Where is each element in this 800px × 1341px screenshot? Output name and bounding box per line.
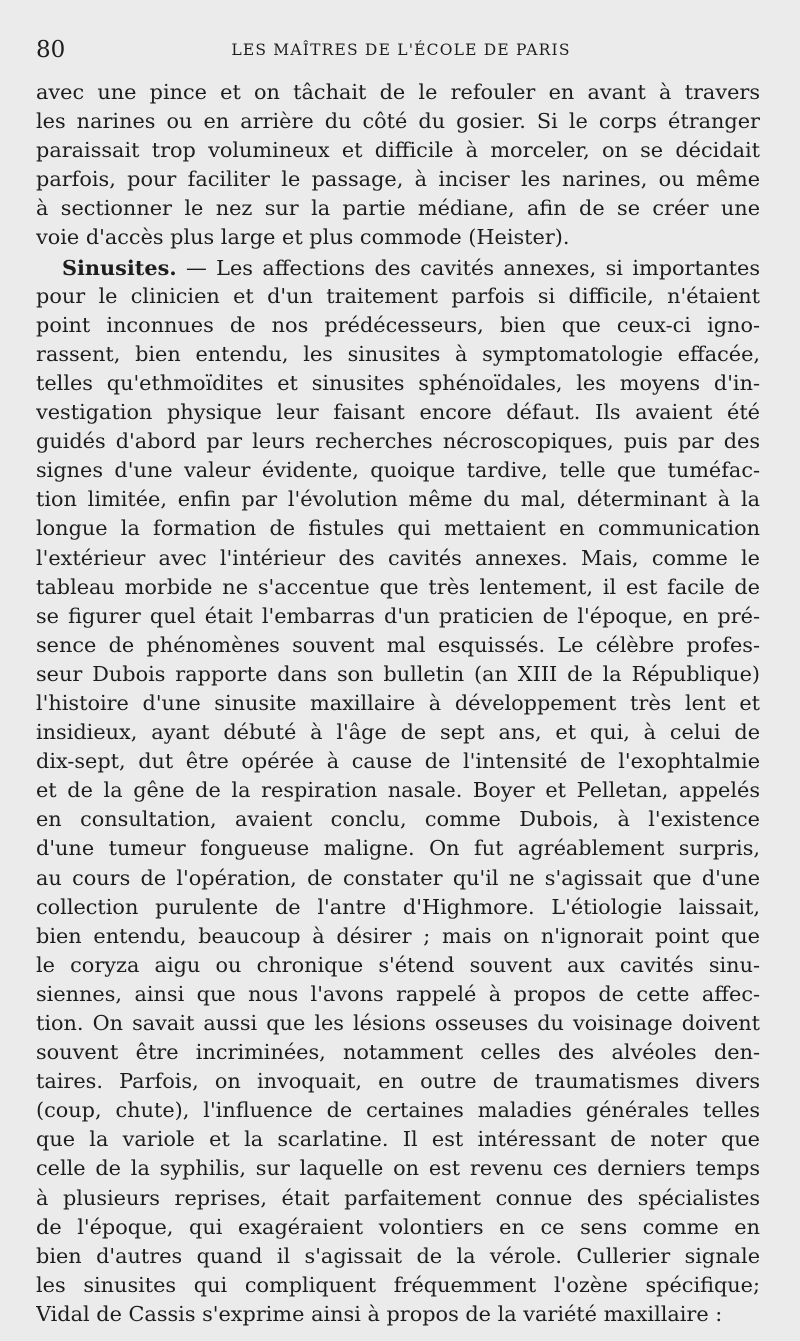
page-number: 80 xyxy=(36,37,66,63)
text-line: les sinusites qui compliquent fréquemment l'ozène spécifique; xyxy=(36,1272,760,1297)
section-heading: Sinusites. xyxy=(62,254,177,280)
text-line: au cours de l'opération, de constater qu'il ne s'agissait que d'une xyxy=(36,865,760,890)
text-line: sence de phénomènes souvent mal esquissés. Le célèbre profes- xyxy=(36,632,760,657)
text-line: voie d'accès plus large et plus commode (Heister). xyxy=(36,225,570,250)
section-first-line-text: — Les affections des cavités annexes, si importantes xyxy=(176,255,760,280)
text-line: dix-sept, dut être opérée à cause de l'intensité de l'exophtalmie xyxy=(36,749,760,774)
text-line: de l'époque, qui exagéraient volontiers en ce sens comme en xyxy=(36,1214,760,1239)
text-line: l'histoire d'une sinusite maxillaire à développement très lent et xyxy=(36,690,760,715)
text-line: bien entendu, beaucoup à désirer ; mais on n'ignorait point que xyxy=(36,923,760,948)
paragraph-sinusites xyxy=(36,282,760,1329)
text-line: vestigation physique leur faisant encore défaut. Ils avaient été xyxy=(36,400,760,425)
text-line: bien d'autres quand il s'agissait de la vérole. Cullerier signale xyxy=(36,1243,760,1268)
text-line: en consultation, avaient conclu, comme Dubois, à l'existence xyxy=(36,807,760,832)
text-line: à sectionner le nez sur la partie médiane, afin de se créer une xyxy=(36,196,760,221)
text-line: avec une pince et on tâchait de le refouler en avant à travers xyxy=(36,80,760,104)
text-line: d'une tumeur fongueuse maligne. On fut agréablement surpris, xyxy=(36,836,760,861)
text-line: longue la formation de fistules qui mettaient en communication xyxy=(36,516,760,541)
text-line: les narines ou en arrière du côté du gosier. Si le corps étranger xyxy=(36,109,760,134)
text-line: souvent être incriminées, notamment celles des alvéoles den- xyxy=(36,1040,760,1065)
text-line: insidieux, ayant débuté à l'âge de sept ans, et qui, à celui de xyxy=(36,720,760,745)
text-line: rassent, bien entendu, les sinusites à symptomatologie effacée, xyxy=(36,341,760,366)
text-line: siennes, ainsi que nous l'avons rappelé à propos de cette affec- xyxy=(36,981,760,1006)
paragraph-foreign-body xyxy=(36,78,760,253)
page-header xyxy=(36,36,766,64)
text-line: le coryza aigu ou chronique s'étend souvent aux cavités sinu- xyxy=(36,952,760,977)
text-line: paraissait trop volumineux et difficile à morceler, on se décidait xyxy=(36,138,760,163)
text-line: pour le clinicien et d'un traitement parfois si difficile, n'étaient xyxy=(36,283,760,308)
text-line: l'extérieur avec l'intérieur des cavités annexes. Mais, comme le xyxy=(36,545,760,570)
text-line: celle de la syphilis, sur laquelle on est revenu ces derniers temps xyxy=(36,1156,760,1181)
text-line: que la variole et la scarlatine. Il est intéressant de noter que xyxy=(36,1127,760,1152)
text-line: point inconnues de nos prédécesseurs, bien que ceux-ci igno- xyxy=(36,312,760,337)
body-text xyxy=(36,78,760,1329)
text-line: collection purulente de l'antre d'Highmore. L'étiologie laissait, xyxy=(36,894,760,919)
section-first-line xyxy=(36,253,760,282)
text-line: seur Dubois rapporte dans son bulletin (an XIII de la République) xyxy=(36,661,760,686)
text-line: se figurer quel était l'embarras d'un praticien de l'époque, en pré- xyxy=(36,603,760,628)
text-line: Vidal de Cassis s'exprime ainsi à propos de la variété maxillaire : xyxy=(36,1301,723,1326)
text-line: signes d'une valeur évidente, quoique tardive, telle que tuméfac- xyxy=(36,458,760,483)
text-line: à plusieurs reprises, était parfaitement connue des spécialistes xyxy=(36,1185,760,1210)
text-line: tion limitée, enfin par l'évolution même du mal, déterminant à la xyxy=(36,487,760,512)
text-line: guidés d'abord par leurs recherches nécroscopiques, puis par des xyxy=(36,429,760,454)
text-line: tion. On savait aussi que les lésions osseuses du voisinage doivent xyxy=(36,1011,760,1035)
text-line: parfois, pour faciliter le passage, à inciser les narines, ou même xyxy=(36,167,760,192)
text-line: telles qu'ethmoïdites et sinusites sphénoïdales, les moyens d'in- xyxy=(36,370,760,395)
text-line: tableau morbide ne s'accentue que très lentement, il est facile de xyxy=(36,574,760,599)
text-line: taires. Parfois, on invoquait, en outre de traumatismes divers xyxy=(36,1069,760,1094)
text-line: et de la gêne de la respiration nasale. Boyer et Pelletan, appelés xyxy=(36,778,760,803)
running-title: LES MAÎTRES DE L'ÉCOLE DE PARIS xyxy=(231,41,571,59)
text-line: (coup, chute), l'influence de certaines maladies générales telles xyxy=(36,1098,760,1123)
